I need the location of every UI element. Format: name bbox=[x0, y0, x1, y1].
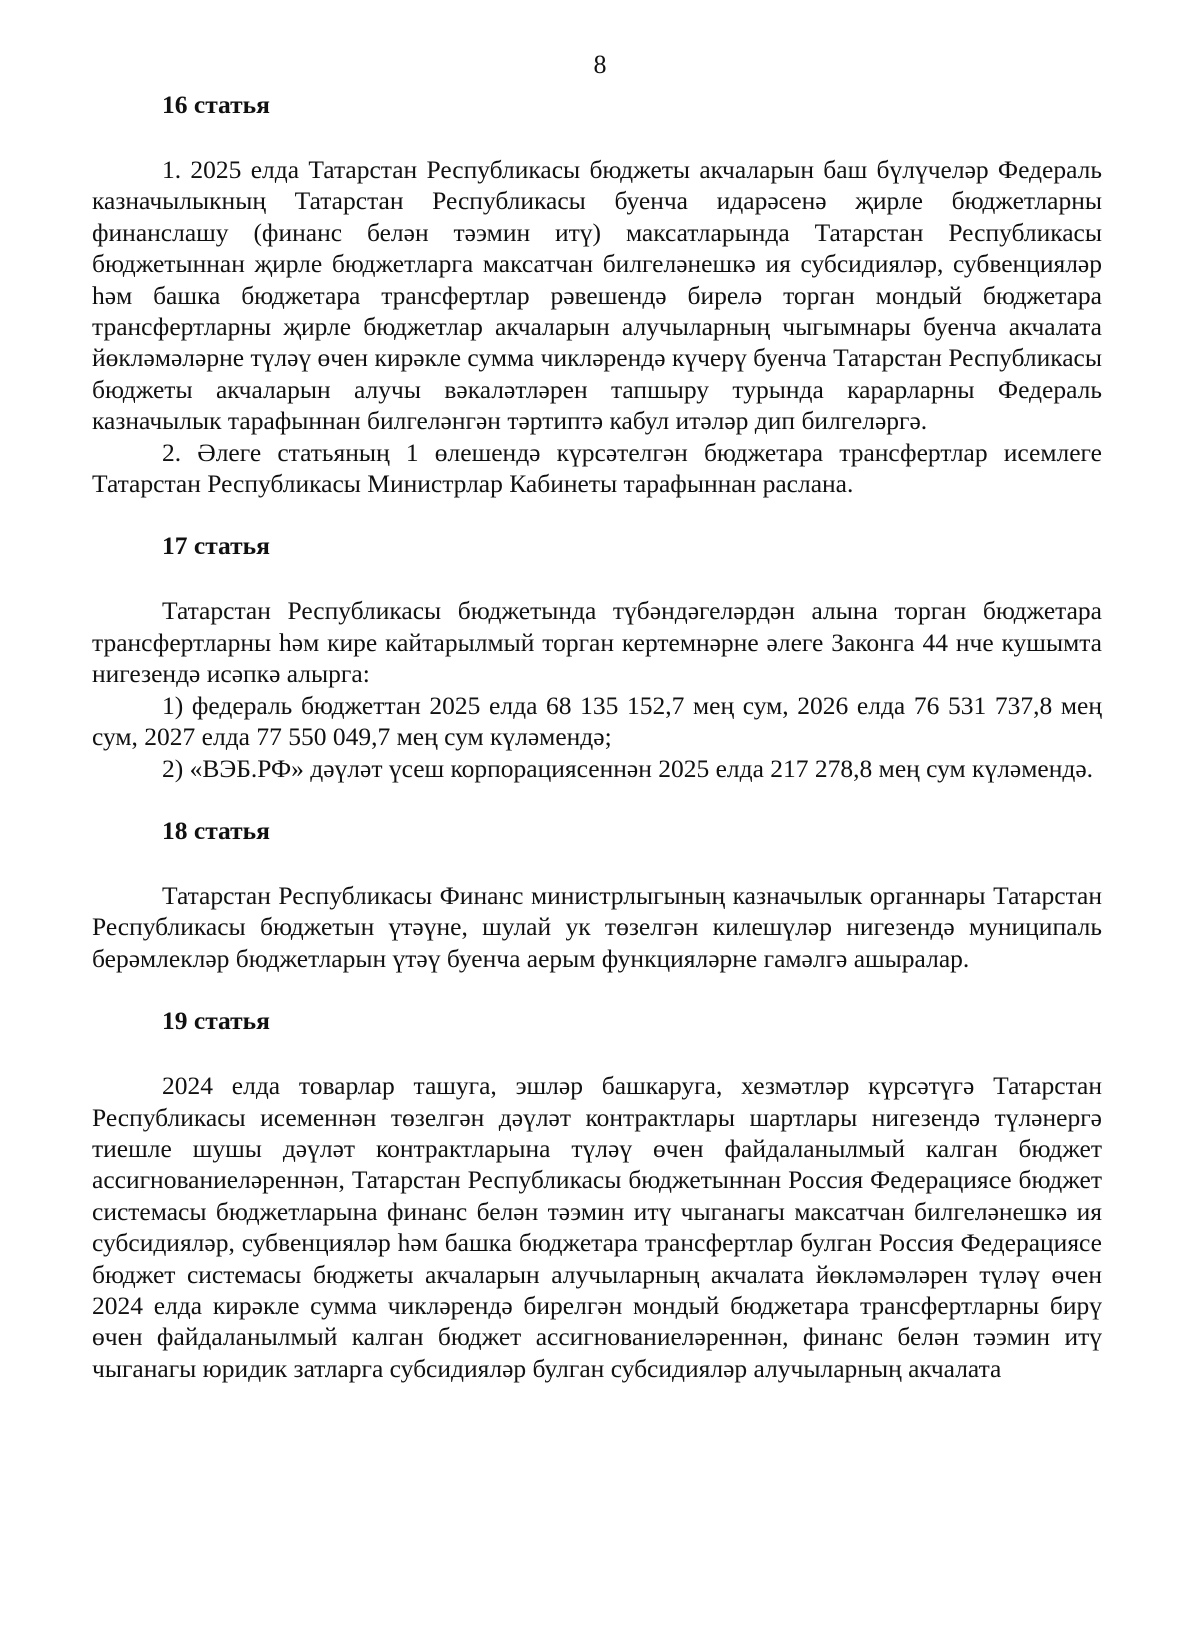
document-body bbox=[92, 88, 1102, 1384]
article-heading: 18 статья bbox=[162, 815, 270, 845]
article-paragraph: 2024 елда товарлар ташуга, эшләр башкаруга, хезмәтләр күрсәтүгә Татарстан Республикасы исеменнән төзелгән дәүләт контрактлары шартлары нигезендә түләнергә тиешле шушы дәүләт контрактларына түләү өчен файдаланылмый калган бюджет ассигнованиеләреннән, Татарстан Республикасы бюджетыннан Россия Федерациясе бюджет системасы бюджетларына финанс белән тәэмин итү чыганагы максатчан билгеләнешкә ия субсидияләр, субвенцияләр һәм башка бюджетара трансфертлар булган Россия Федерациясе бюджет системасы бюджеты акчаларын алучыларның акчалата йөкләмәләрен түләү өчен 2024 елда кирәкле сумма чикләрендә бирелгән мондый бюджетара трансфертларны бирү өчен файдаланылмый калган бюджет ассигнованиеләреннән, финанс белән тәэмин итү чыганагы юридик затларга субсидияләр булган субсидияләр алучыларның акчалата bbox=[92, 1071, 1102, 1383]
article-19 bbox=[92, 1004, 1102, 1384]
article-18 bbox=[92, 814, 1102, 974]
article-paragraph: Татарстан Республикасы Финанс министрлыгының казначылык органнары Татарстан Республикасы бюджетын үтәүне, шулай ук төзелгән килешүләр нигезендә муниципаль берәмлекләр бюджетларын үтәү буенча аерым функцияләрне гамәлгә ашыралар. bbox=[92, 880, 1102, 973]
article-paragraph: 1. 2025 елда Татарстан Республикасы бюджеты акчаларын баш бүлүчеләр Федераль казначылыкның Татарстан Республикасы буенча идарәсенә җирле бюджетларны финанслашу (финанс белән тәэмин итү) максатларында Татарстан Республикасы бюджетыннан җирле бюджетларга максатчан билгеләнешкә ия субсидияләр, субвенцияләр һәм башка бюджетара трансфертлар рәвешендә бирелә торган мондый бюджетара трансфертларны җирле бюджетлар акчаларын алучыларның чыгымнары буенча акчалата йөкләмәләрне түләү өчен кирәкле сумма чикләрендә күчерү буенча Татарстан Республикасы бюджеты акчаларын алучы вәкаләтләрен тапшыру турында карарларны Федераль казначылык тарафыннан билгеләнгән тәртиптә кабул итәләр дип билгеләргә. bbox=[92, 155, 1102, 436]
article-heading: 17 статья bbox=[162, 531, 270, 561]
article-17 bbox=[92, 529, 1102, 783]
article-16 bbox=[92, 88, 1102, 499]
page-number: 8 bbox=[593, 50, 607, 79]
article-heading: 16 статья bbox=[162, 90, 270, 119]
article-paragraph: 2. Әлеге статьяның 1 өлешендә күрсәтелгән бюджетара трансфертлар исемлеге Татарстан Республикасы Министрлар Кабинеты тарафыннан раслана. bbox=[92, 437, 1102, 499]
article-paragraph: Татарстан Республикасы бюджетында түбәндәгеләрдән алына торган бюджетара трансфертларны һәм кире кайтарылмый торган кертемнәрне әлеге Законга 44 нче кушымта нигезендә исәпкә алырга: bbox=[92, 596, 1102, 689]
article-heading: 19 статья bbox=[162, 1006, 270, 1036]
article-list-item: 1) федераль бюджеттан 2025 елда 68 135 152,7 мең сум, 2026 елда 76 531 737,8 мең сум, 2027 елда 77 550 049,7 мең сум күләмендә; bbox=[92, 690, 1102, 752]
article-list-item: 2) «ВЭБ.РФ» дәүләт үсеш корпорациясеннән 2025 елда 217 278,8 мең сум күләмендә. bbox=[162, 753, 1094, 783]
